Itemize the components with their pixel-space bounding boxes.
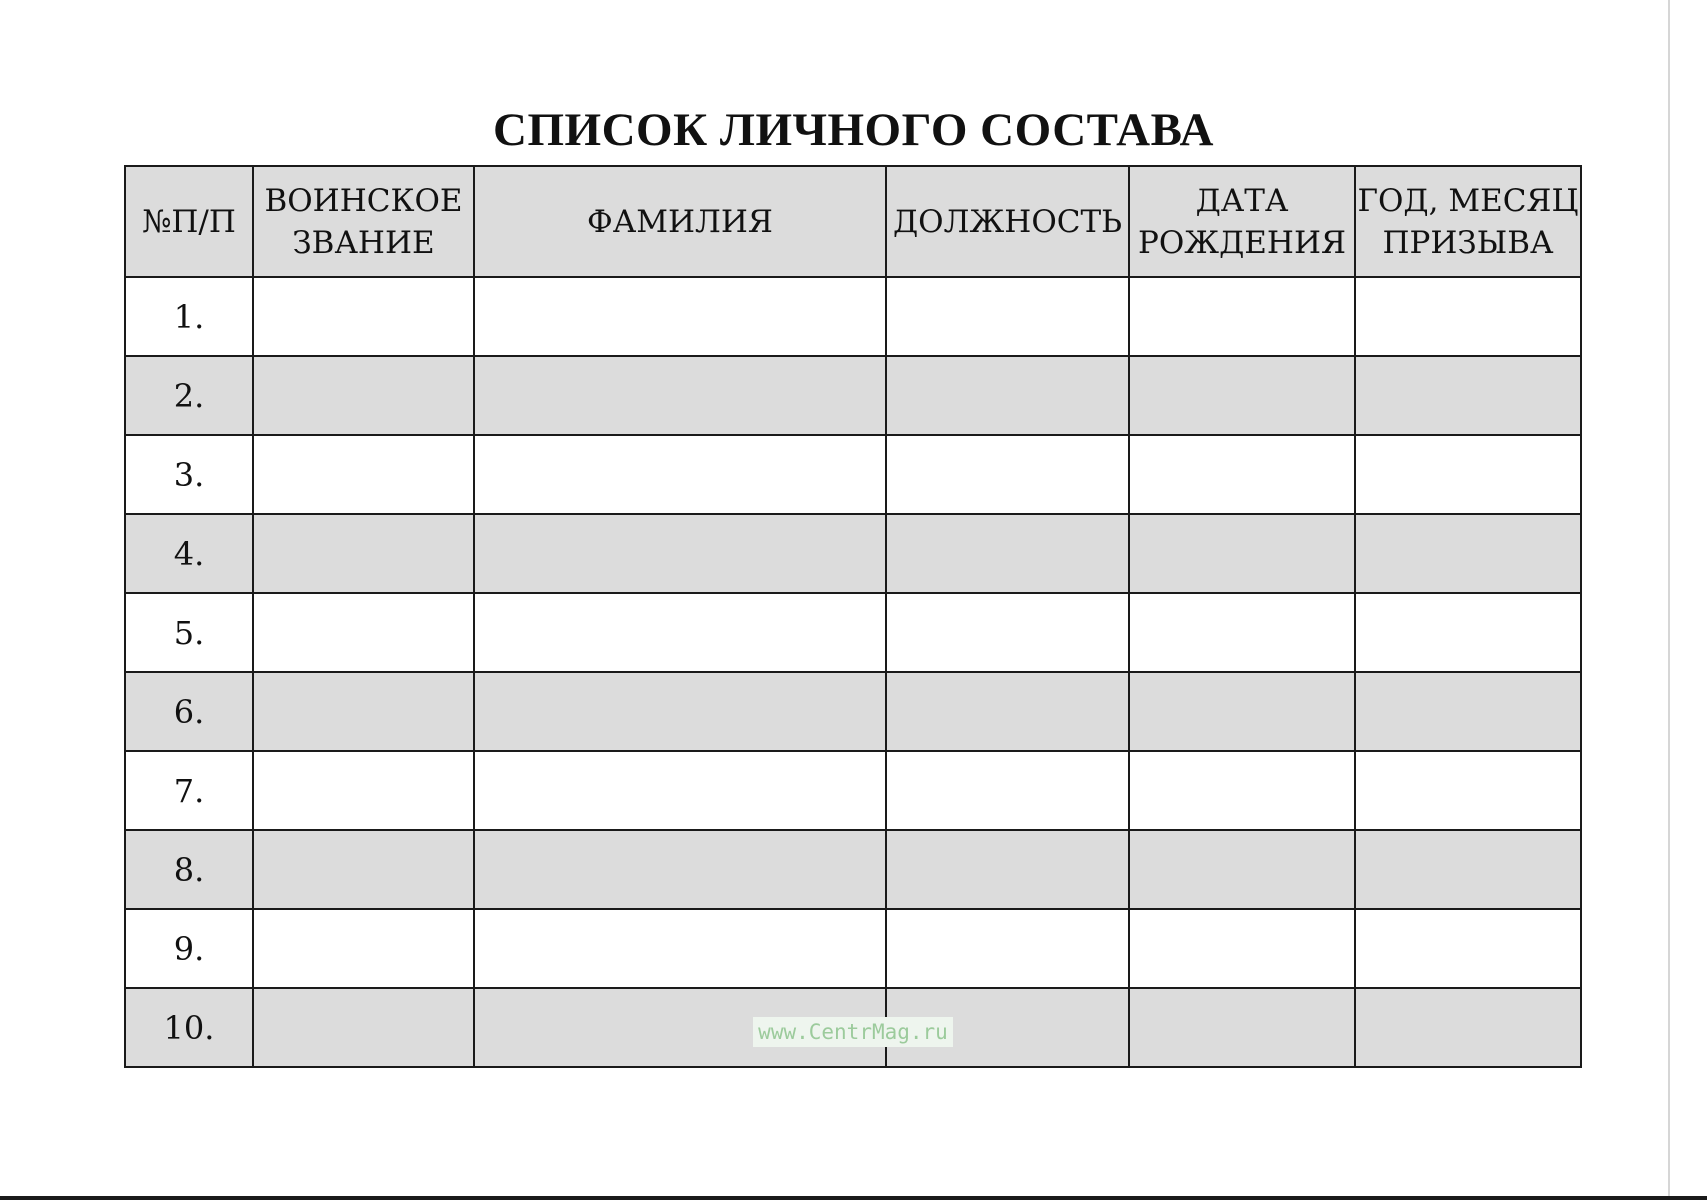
- cell-birth-date: [1129, 435, 1355, 514]
- cell-position: [886, 356, 1129, 435]
- cell-number: 4.: [125, 514, 253, 593]
- column-header-surname: [474, 166, 886, 277]
- cell-birth-date: [1129, 514, 1355, 593]
- column-header-line: №П/П: [142, 203, 236, 240]
- cell-birth-date: [1129, 593, 1355, 672]
- column-header-birth-date: [1129, 166, 1355, 277]
- column-header-line: ЗВАНИЕ: [292, 224, 435, 261]
- cell-number: 1.: [125, 277, 253, 356]
- cell-number: 8.: [125, 830, 253, 909]
- cell-number: 5.: [125, 593, 253, 672]
- table-row: [125, 356, 1581, 435]
- cell-birth-date: [1129, 909, 1355, 988]
- cell-number: 6.: [125, 672, 253, 751]
- column-header-number: [125, 166, 253, 277]
- table-header: [125, 166, 1581, 277]
- cell-rank: [253, 672, 474, 751]
- cell-conscription-date: [1355, 988, 1581, 1067]
- cell-conscription-date: [1355, 909, 1581, 988]
- page-right-edge: [1668, 0, 1670, 1198]
- cell-surname: [474, 514, 886, 593]
- cell-position: [886, 909, 1129, 988]
- cell-surname: [474, 751, 886, 830]
- table-row: [125, 830, 1581, 909]
- cell-birth-date: [1129, 751, 1355, 830]
- cell-birth-date: [1129, 356, 1355, 435]
- cell-rank: [253, 593, 474, 672]
- cell-rank: [253, 356, 474, 435]
- cell-rank: [253, 277, 474, 356]
- cell-conscription-date: [1355, 672, 1581, 751]
- header-row: [125, 166, 1581, 277]
- cell-birth-date: [1129, 830, 1355, 909]
- cell-number: 2.: [125, 356, 253, 435]
- cell-surname: [474, 909, 886, 988]
- cell-rank: [253, 435, 474, 514]
- cell-position: [886, 830, 1129, 909]
- cell-position: [886, 593, 1129, 672]
- column-header-line: ГОД, МЕСЯЦ: [1357, 182, 1579, 219]
- column-header-line: ДОЛЖНОСТЬ: [892, 203, 1123, 240]
- table-row: [125, 514, 1581, 593]
- table-row: [125, 672, 1581, 751]
- cell-rank: [253, 514, 474, 593]
- cell-conscription-date: [1355, 514, 1581, 593]
- column-header-position: [886, 166, 1129, 277]
- cell-surname: [474, 435, 886, 514]
- cell-number: 3.: [125, 435, 253, 514]
- cell-number: 10.: [125, 988, 253, 1067]
- column-header-conscription-date: [1355, 166, 1581, 277]
- cell-conscription-date: [1355, 356, 1581, 435]
- cell-position: [886, 435, 1129, 514]
- column-header-line: ВОИНСКОЕ: [264, 182, 463, 219]
- column-header-rank: [253, 166, 474, 277]
- cell-rank: [253, 909, 474, 988]
- personnel-table: [124, 165, 1582, 1068]
- cell-number: 7.: [125, 751, 253, 830]
- document-title: СПИСОК ЛИЧНОГО СОСТАВА: [493, 104, 1214, 156]
- table-row: [125, 435, 1581, 514]
- table-row: [125, 593, 1581, 672]
- cell-conscription-date: [1355, 593, 1581, 672]
- column-header-line: РОЖДЕНИЯ: [1137, 224, 1347, 261]
- cell-number: 9.: [125, 909, 253, 988]
- cell-position: [886, 277, 1129, 356]
- cell-rank: [253, 751, 474, 830]
- cell-conscription-date: [1355, 277, 1581, 356]
- watermark: www.CentrMag.ru: [753, 1017, 953, 1047]
- cell-birth-date: [1129, 672, 1355, 751]
- cell-position: [886, 514, 1129, 593]
- page-bottom-edge: [0, 1196, 1707, 1200]
- table-body: [125, 277, 1581, 1067]
- cell-rank: [253, 988, 474, 1067]
- cell-conscription-date: [1355, 435, 1581, 514]
- cell-surname: [474, 356, 886, 435]
- cell-conscription-date: [1355, 830, 1581, 909]
- cell-surname: [474, 830, 886, 909]
- cell-conscription-date: [1355, 751, 1581, 830]
- table-row: [125, 277, 1581, 356]
- cell-birth-date: [1129, 988, 1355, 1067]
- column-header-line: ДАТА: [1195, 182, 1289, 219]
- cell-surname: [474, 277, 886, 356]
- column-header-line: ПРИЗЫВА: [1382, 224, 1554, 261]
- table-row: [125, 909, 1581, 988]
- cell-position: [886, 672, 1129, 751]
- cell-surname: [474, 593, 886, 672]
- table-row: [125, 751, 1581, 830]
- cell-birth-date: [1129, 277, 1355, 356]
- cell-position: [886, 751, 1129, 830]
- column-header-line: ФАМИЛИЯ: [587, 203, 773, 240]
- cell-surname: [474, 672, 886, 751]
- cell-rank: [253, 830, 474, 909]
